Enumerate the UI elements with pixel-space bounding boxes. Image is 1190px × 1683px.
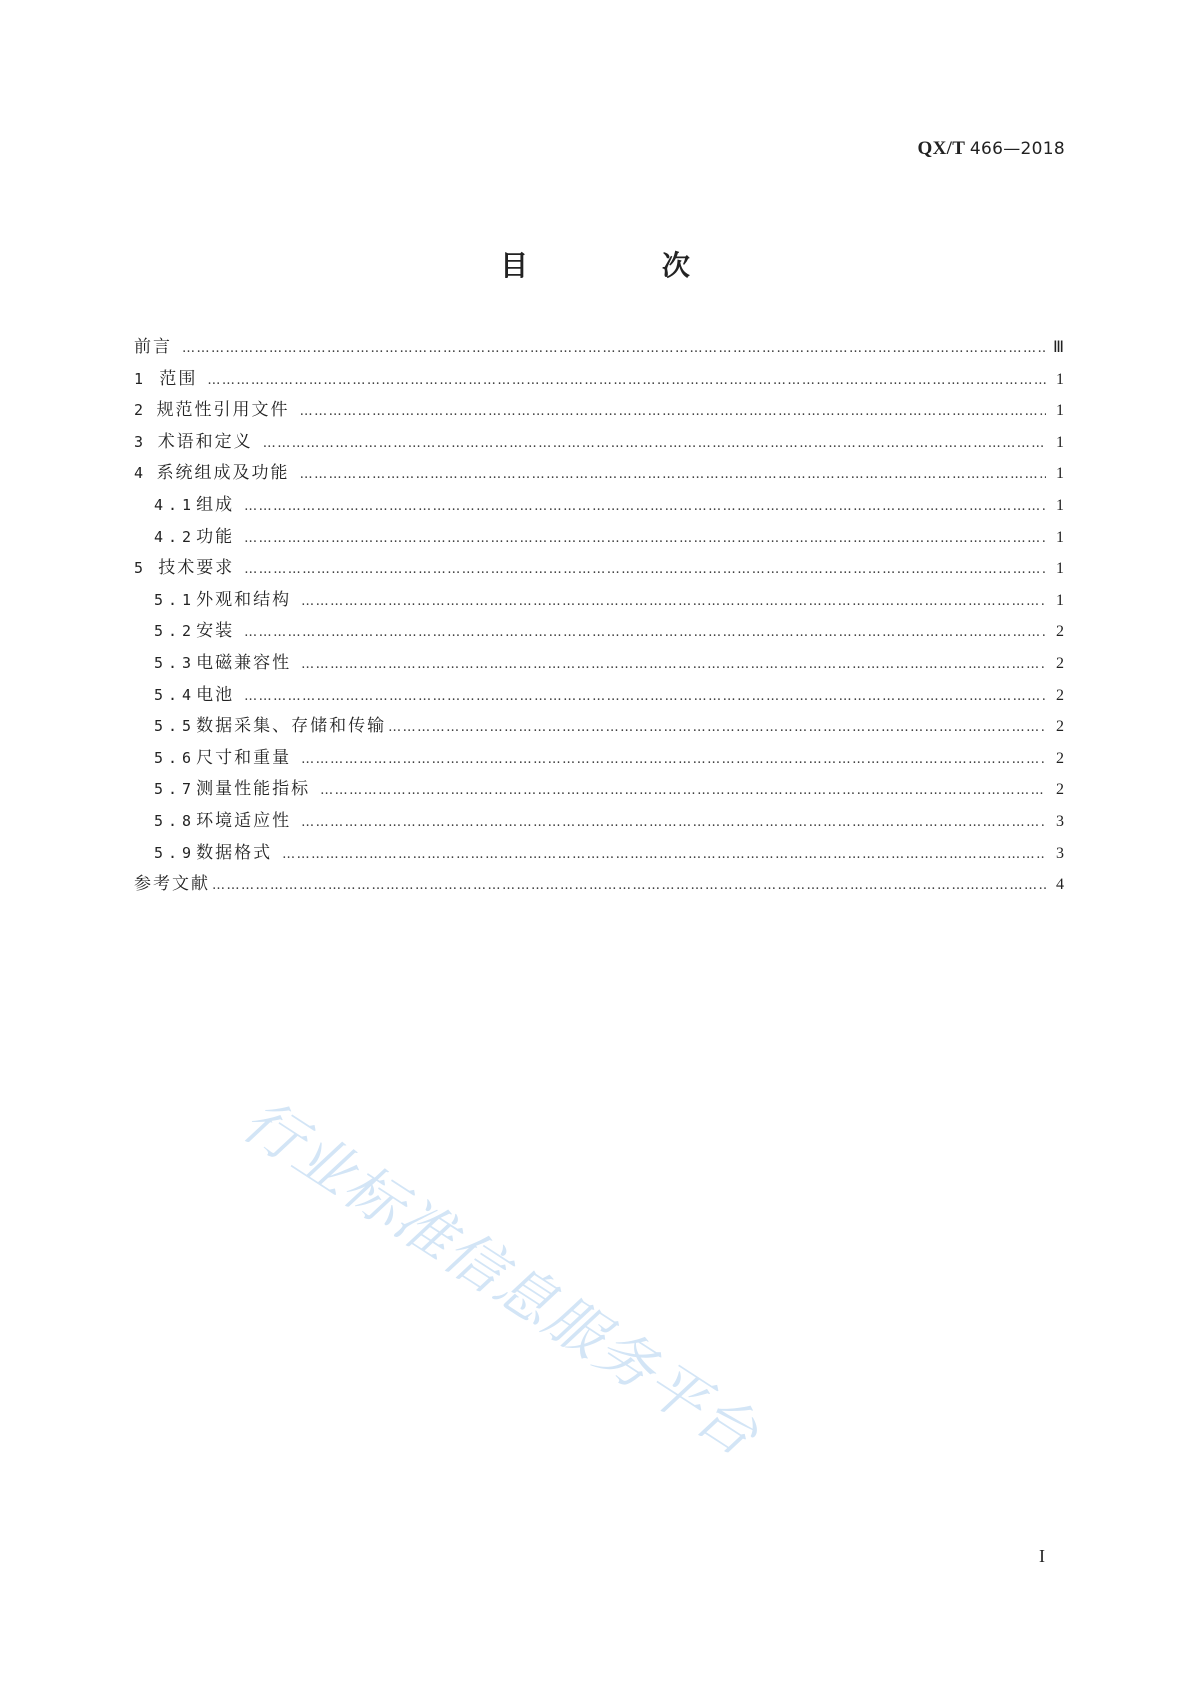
- toc-entry-page: 1: [1056, 465, 1064, 483]
- toc-entry-number: 5.7: [154, 780, 197, 799]
- toc-entry-5-2[interactable]: [134, 616, 1064, 648]
- toc-entry-label: 数据采集、存储和传输: [196, 716, 387, 737]
- toc-entry-label: 测量性能指标: [196, 779, 311, 800]
- toc-leader-dots: [320, 783, 1046, 798]
- toc-leader-dots: [301, 594, 1046, 609]
- toc-entry-number: 5.2: [154, 622, 197, 641]
- toc-entry-number: 3: [134, 432, 144, 451]
- toc-leader-dots: [388, 720, 1046, 735]
- toc-entry-label: 参考文献: [134, 874, 210, 895]
- toc-entry-label: 电池: [196, 684, 235, 705]
- toc-entry-number: 5.3: [154, 653, 197, 672]
- toc-leader-dots: [263, 436, 1046, 451]
- toc-entry-label: 术语和定义: [157, 431, 253, 452]
- toc-entry-page: 3: [1056, 812, 1064, 830]
- toc-entry-number: 5.4: [154, 685, 197, 704]
- toc-leader-dots: [301, 752, 1046, 767]
- toc-entry-5-5[interactable]: [134, 711, 1064, 743]
- toc-entry-page: 1: [1056, 528, 1064, 546]
- toc-entry-5-9[interactable]: [134, 838, 1064, 870]
- toc-entry-label: 范围: [159, 368, 198, 389]
- toc-entry-5-8[interactable]: [134, 806, 1064, 838]
- toc-entry-number: 5.5: [154, 717, 197, 736]
- toc-entry-5-7[interactable]: [134, 774, 1064, 806]
- toc-entry-5-6[interactable]: [134, 743, 1064, 775]
- toc-entry-page: 1: [1056, 433, 1064, 451]
- toc-leader-dots: [244, 625, 1046, 640]
- toc-entry-label: 数据格式: [196, 842, 273, 863]
- toc-leader-dots: [244, 562, 1046, 577]
- toc-entry-3[interactable]: [134, 427, 1064, 459]
- toc-entry-number: 4: [134, 464, 144, 483]
- toc-entry-number: 2: [134, 401, 144, 420]
- page-title: 目 次: [500, 249, 752, 282]
- toc-entry-label: 组成: [196, 494, 235, 515]
- toc-entry-number: 1: [134, 369, 144, 388]
- toc-entry-page: 2: [1056, 623, 1064, 641]
- toc-leader-dots: [300, 467, 1046, 482]
- toc-entry-page: 2: [1056, 654, 1064, 672]
- toc-entry-label: 尺寸和重量: [196, 747, 292, 768]
- toc-entry-4-1[interactable]: [134, 490, 1064, 522]
- toc-entry-label: 环境适应性: [196, 810, 292, 831]
- toc-entry-number: 4.1: [154, 495, 197, 514]
- toc-leader-dots: [282, 847, 1046, 862]
- toc-entry-5-3[interactable]: [134, 648, 1064, 680]
- table-of-contents: [134, 332, 1064, 901]
- toc-entry-page: 2: [1056, 686, 1064, 704]
- toc-entry-label: 系统组成及功能: [156, 463, 290, 484]
- toc-leader-dots: [244, 499, 1046, 514]
- toc-entry-1[interactable]: [134, 364, 1064, 396]
- toc-leader-dots: [301, 815, 1046, 830]
- toc-entry-page: 2: [1056, 749, 1064, 767]
- toc-entry-page: 1: [1056, 591, 1064, 609]
- toc-entry-label: 规范性引用文件: [156, 400, 290, 421]
- toc-entry-number: 5: [134, 559, 144, 578]
- watermark-text: 行业标准信息服务平台: [230, 1085, 772, 1470]
- toc-leader-dots: [212, 878, 1046, 893]
- toc-entry-number: 5.1: [154, 590, 197, 609]
- toc-entry-page: 1: [1056, 402, 1064, 420]
- toc-entry-4-2[interactable]: [134, 522, 1064, 554]
- document-code-prefix: QX/T: [917, 138, 970, 159]
- toc-entry-page: 4: [1056, 876, 1064, 894]
- toc-entry-5-4[interactable]: [134, 680, 1064, 712]
- toc-entry-label: 电磁兼容性: [196, 652, 292, 673]
- document-code-number: 466—2018: [969, 139, 1065, 159]
- toc-entry-number: 5.9: [154, 843, 197, 862]
- toc-entry-number: 4.2: [154, 527, 197, 546]
- toc-entry-bibliography[interactable]: [134, 869, 1064, 901]
- toc-entry-page: 3: [1056, 844, 1064, 862]
- toc-entry-page: Ⅲ: [1052, 339, 1064, 356]
- document-code: [918, 138, 1065, 160]
- toc-leader-dots: [244, 531, 1046, 546]
- toc-entry-4[interactable]: [134, 458, 1064, 490]
- toc-entry-label: 功能: [196, 526, 235, 547]
- toc-entry-page: 2: [1056, 781, 1064, 799]
- toc-entry-number: 5.6: [154, 748, 197, 767]
- toc-entry-2[interactable]: [134, 395, 1064, 427]
- toc-entry-5[interactable]: [134, 553, 1064, 585]
- toc-leader-dots: [301, 657, 1046, 672]
- page-number: I: [1039, 1546, 1045, 1566]
- toc-leader-dots: [300, 404, 1046, 419]
- toc-entry-page: 2: [1056, 718, 1064, 736]
- toc-leader-dots: [207, 373, 1046, 388]
- toc-entry-label: 外观和结构: [196, 589, 292, 610]
- toc-entry-5-1[interactable]: [134, 585, 1064, 617]
- toc-entry-page: 1: [1056, 496, 1064, 514]
- toc-leader-dots: [182, 341, 1046, 356]
- toc-entry-foreword[interactable]: [134, 332, 1064, 364]
- toc-entry-page: 1: [1056, 560, 1064, 578]
- toc-entry-label: 安装: [196, 621, 235, 642]
- toc-entry-page: 1: [1056, 370, 1064, 388]
- toc-entry-label: 技术要求: [158, 558, 235, 579]
- toc-leader-dots: [244, 689, 1046, 704]
- toc-entry-label: 前言: [134, 337, 172, 357]
- toc-entry-number: 5.8: [154, 811, 197, 830]
